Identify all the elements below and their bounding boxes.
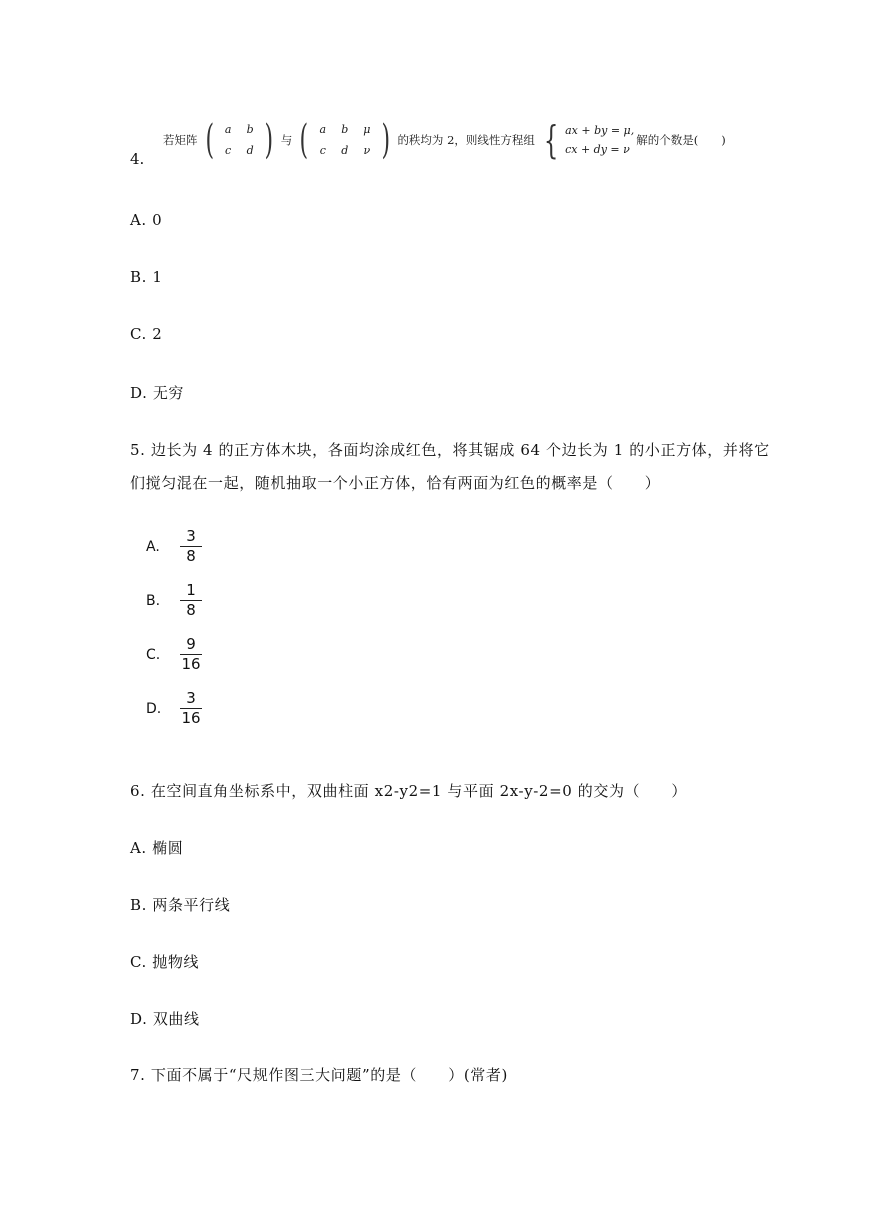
q4-suffix: 解的个数是( ) xyxy=(636,133,726,147)
q6-option-c: C. 抛物线 xyxy=(130,953,200,971)
q6-option-d: D. 双曲线 xyxy=(130,1010,200,1028)
q5-option-a: A. $\frac{3}{8}$ xyxy=(146,528,202,565)
question-7-stem: 7. 下面不属于“尺规作图三大问题”的是（ ）(常者) xyxy=(130,1066,508,1084)
question-5-stem-line1: 5. 边长为 4 的正方体木块，各面均涂成红色，将其锯成 64 个边长为 1 的小正方体，并将它 xyxy=(130,441,770,459)
equation-system: ax + by = μ, cx + dy = ν xyxy=(565,124,635,156)
fraction: $\frac{1}{8}$ xyxy=(180,582,202,619)
q5-option-d: D. $\frac{3}{16}$ xyxy=(146,689,201,727)
q4-option-c: C. 2 xyxy=(130,325,163,343)
q4-prefix: 若矩阵 xyxy=(163,133,198,147)
q6-option-a: A. 椭圆 xyxy=(130,839,184,857)
q5-option-c: C. $\frac{9}{16}$ xyxy=(146,635,201,673)
fraction: $\frac{3}{16}$ xyxy=(181,689,201,727)
question-5-stem-line2: 们搅匀混在一起，随机抽取一个小正方体，恰有两面为红色的概率是（ ） xyxy=(130,474,661,492)
matrix-2x2: ( a b c d ) xyxy=(205,117,274,163)
q4-connector: 与 xyxy=(280,133,293,147)
question-4-number: 4. xyxy=(130,150,145,168)
q4-option-d: D. 无穷 xyxy=(130,384,185,402)
question-4-stem-image xyxy=(163,118,726,162)
q4-option-a: A. 0 xyxy=(130,211,163,229)
q4-middle: 的秩均为 2，则线性方程组 xyxy=(397,133,535,147)
left-brace: { xyxy=(543,118,559,162)
q6-option-b: B. 两条平行线 xyxy=(130,896,231,914)
matrix-2x3: ( a b μ c d ν ) xyxy=(299,117,390,163)
q5-option-b: B. $\frac{1}{8}$ xyxy=(146,582,202,619)
fraction: $\frac{9}{16}$ xyxy=(181,635,201,673)
question-6-stem: 6. 在空间直角坐标系中，双曲柱面 x2-y2=1 与平面 2x-y-2=0 的交为（ ） xyxy=(130,782,687,800)
q4-option-b: B. 1 xyxy=(130,268,163,286)
fraction: $\frac{3}{8}$ xyxy=(180,528,202,565)
